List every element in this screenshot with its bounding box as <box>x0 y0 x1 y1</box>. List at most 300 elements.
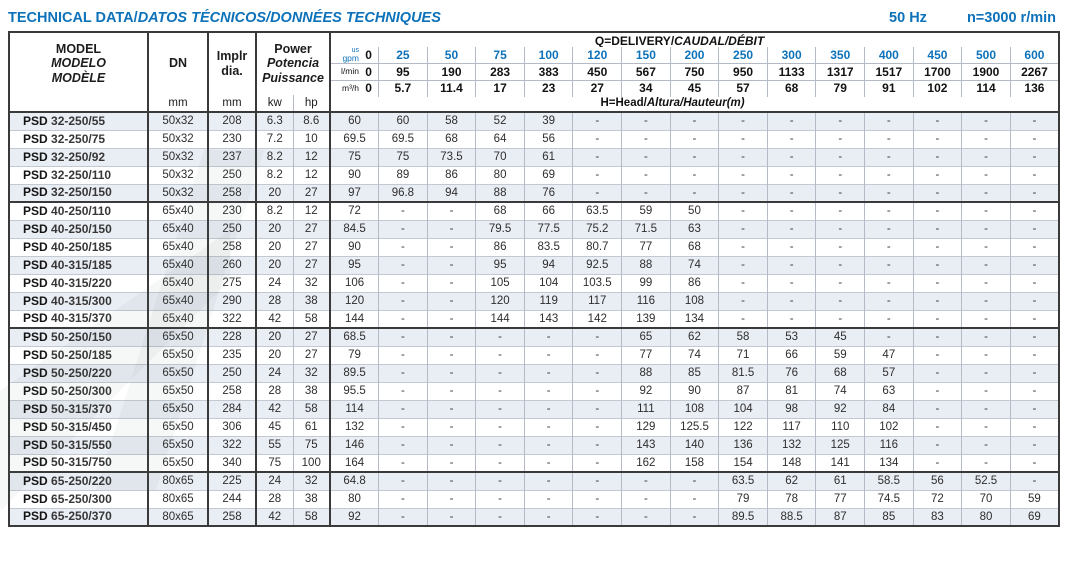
head-value-cell: 52.5 <box>962 472 1011 490</box>
impeller-cell: 235 <box>208 346 256 364</box>
model-prefix: PSD <box>23 311 52 326</box>
head-value-cell: 129 <box>622 418 671 436</box>
head-value-cell: 83.5 <box>524 238 573 256</box>
model-prefix: PSD <box>23 239 52 254</box>
lmin-value: 283 <box>476 64 525 80</box>
model-cell <box>9 454 148 472</box>
impeller-cell: 306 <box>208 418 256 436</box>
hp-cell: 27 <box>293 328 330 346</box>
head-value-cell: - <box>476 328 525 346</box>
table-row <box>9 184 1059 202</box>
head-value-cell: - <box>427 418 476 436</box>
table-row <box>9 256 1059 274</box>
head-value-cell: 59 <box>622 202 671 220</box>
head-value-cell: - <box>913 130 962 148</box>
frequency-label: 50 Hz <box>889 10 927 26</box>
gpm-unit-us: us <box>351 47 359 55</box>
head-value-cell: 125 <box>816 436 865 454</box>
kw-cell: 55 <box>256 436 293 454</box>
model-prefix: PSD <box>23 347 52 362</box>
head-value-cell: - <box>816 130 865 148</box>
hp-cell: 12 <box>293 202 330 220</box>
spec-labels <box>889 10 1058 26</box>
flow-unit-cell <box>331 82 378 95</box>
dn-cell: 65x40 <box>148 292 208 310</box>
hp-cell: 32 <box>293 274 330 292</box>
head-value-cell: - <box>865 238 914 256</box>
head-value-cell: 66 <box>767 346 816 364</box>
kw-cell: 28 <box>256 382 293 400</box>
head-value-cell: - <box>524 346 573 364</box>
technical-data-table <box>8 31 1060 527</box>
dn-column-header <box>148 32 208 112</box>
head-value-cell: 117 <box>767 418 816 436</box>
head-value-cell: 65 <box>622 328 671 346</box>
head-value-cell: - <box>379 472 428 490</box>
head-value-cell: 53 <box>767 328 816 346</box>
model-cell <box>9 112 148 130</box>
gpm-value: 250 <box>719 47 768 63</box>
head-value-cell: - <box>962 202 1011 220</box>
power-units <box>257 95 329 111</box>
table-row <box>9 112 1059 130</box>
head-value-cell: 120 <box>476 292 525 310</box>
hp-cell: 38 <box>293 382 330 400</box>
power-column-header <box>256 32 330 112</box>
head-value-cell: - <box>865 130 914 148</box>
head-value-cell: 56 <box>913 472 962 490</box>
head-value-cell: 164 <box>330 454 379 472</box>
head-value-cell: 116 <box>622 292 671 310</box>
kw-unit-label: kw <box>257 95 294 111</box>
head-value-cell: - <box>962 292 1011 310</box>
head-value-cell: - <box>1032 150 1037 163</box>
head-value-cell: 106 <box>330 274 379 292</box>
head-value-cell: 74 <box>670 346 719 364</box>
impeller-cell: 208 <box>208 112 256 130</box>
power-label-fr: Puissance <box>262 70 324 85</box>
dn-cell: 80x65 <box>148 490 208 508</box>
kw-cell: 8.2 <box>256 202 293 220</box>
model-number: 40-315/185 <box>51 257 112 272</box>
gpm-value: 75 <box>476 47 525 63</box>
head-value-cell: - <box>767 238 816 256</box>
head-value-cell: - <box>865 328 914 346</box>
head-value-cell: 58 <box>427 112 476 130</box>
head-value-cell: - <box>573 328 622 346</box>
head-value-cell: 80.7 <box>573 238 622 256</box>
head-value-cell: 78 <box>767 490 816 508</box>
head-value-cell: - <box>1032 348 1037 361</box>
speed-label: n=3000 r/min <box>966 10 1056 26</box>
head-value-cell: - <box>913 184 962 202</box>
h-label-en: H=Head/ <box>600 96 647 109</box>
head-value-cell: 141 <box>816 454 865 472</box>
head-value-cell: - <box>962 148 1011 166</box>
head-value-cell: 47 <box>865 346 914 364</box>
head-value-cell: - <box>913 148 962 166</box>
impeller-label-2: dia. <box>221 63 243 78</box>
head-value-cell: - <box>427 382 476 400</box>
head-value-cell: - <box>767 274 816 292</box>
head-value-cell: - <box>379 310 428 328</box>
dn-cell: 50x32 <box>148 112 208 130</box>
head-value-cell: - <box>670 472 719 490</box>
head-value-cell: - <box>573 490 622 508</box>
head-value-cell: - <box>767 148 816 166</box>
head-value-cell: 74.5 <box>865 490 914 508</box>
table-row <box>9 130 1059 148</box>
head-value-cell: 92 <box>330 508 379 526</box>
model-prefix: PSD <box>23 401 52 416</box>
table-row <box>9 382 1059 400</box>
model-number: 65-250/300 <box>51 491 112 506</box>
head-value-cell: - <box>379 220 428 238</box>
head-value-cell: 104 <box>719 400 768 418</box>
head-value-cell: - <box>913 328 962 346</box>
kw-cell: 45 <box>256 418 293 436</box>
head-value-cell: - <box>476 364 525 382</box>
head-value-cell: 69.5 <box>330 130 379 148</box>
head-value-cell: - <box>913 292 962 310</box>
head-value-cell: 63.5 <box>573 202 622 220</box>
lmin-value <box>330 64 379 80</box>
h-label-unit: (m) <box>726 96 745 109</box>
gpm-value: 450 <box>913 47 962 63</box>
lmin-value: 750 <box>670 64 719 80</box>
head-value-cell: 59 <box>1028 492 1041 505</box>
head-value-cell: 72 <box>913 490 962 508</box>
model-number: 50-250/300 <box>51 383 112 398</box>
head-value-cell: 97 <box>330 184 379 202</box>
head-value-cell: 134 <box>865 454 914 472</box>
impeller-cell: 228 <box>208 328 256 346</box>
impeller-unit: mm <box>222 96 242 109</box>
model-cell <box>9 310 148 328</box>
model-prefix: PSD <box>23 491 52 506</box>
head-value-cell: - <box>719 220 768 238</box>
head-value-cell: 95.5 <box>330 382 379 400</box>
lmin-value: 1317 <box>816 64 865 80</box>
model-prefix: PSD <box>23 383 52 398</box>
head-value-cell: - <box>670 508 719 526</box>
head-value-cell: - <box>379 454 428 472</box>
head-value-cell: - <box>865 220 914 238</box>
hp-cell: 75 <box>293 436 330 454</box>
hp-cell: 32 <box>293 364 330 382</box>
model-prefix: PSD <box>23 365 52 380</box>
hp-cell: 61 <box>293 418 330 436</box>
model-number: 50-250/150 <box>51 329 112 344</box>
table-row <box>9 238 1059 256</box>
model-label-es: MODELO <box>51 56 106 71</box>
m3h-value: 79 <box>816 80 865 96</box>
head-value-cell: - <box>622 184 671 202</box>
impeller-cell: 275 <box>208 274 256 292</box>
impeller-cell: 322 <box>208 310 256 328</box>
head-value-cell: 77 <box>816 490 865 508</box>
head-value-cell: 144 <box>476 310 525 328</box>
head-value-cell: - <box>719 256 768 274</box>
model-number: 50-315/450 <box>51 419 112 434</box>
impeller-cell: 244 <box>208 490 256 508</box>
head-value-cell: 87 <box>719 382 768 400</box>
head-value-cell: 90 <box>670 382 719 400</box>
head-value-cell: - <box>379 238 428 256</box>
model-number: 32-250/75 <box>51 131 106 146</box>
gpm-value: 100 <box>524 47 573 63</box>
hp-cell: 12 <box>293 166 330 184</box>
head-value-cell: 83 <box>913 508 962 526</box>
model-prefix: PSD <box>23 473 52 488</box>
head-value-cell: - <box>379 490 428 508</box>
head-value-cell: 136 <box>719 436 768 454</box>
dn-cell: 65x40 <box>148 220 208 238</box>
impeller-header-content <box>209 33 255 111</box>
head-value-cell: - <box>524 328 573 346</box>
head-value-cell: 146 <box>330 436 379 454</box>
head-value-cell: 90 <box>330 166 379 184</box>
head-value-cell: - <box>962 274 1011 292</box>
head-value-cell: - <box>767 292 816 310</box>
head-value-cell: - <box>379 400 428 418</box>
model-number: 40-250/110 <box>51 203 112 218</box>
head-value-cell: - <box>816 310 865 328</box>
m3h-value: 45 <box>670 80 719 96</box>
head-value-cell: - <box>816 274 865 292</box>
head-value-cell: 89 <box>379 166 428 184</box>
impeller-cell: 260 <box>208 256 256 274</box>
head-value-cell: - <box>476 382 525 400</box>
head-value-cell: - <box>476 418 525 436</box>
dn-cell: 65x50 <box>148 454 208 472</box>
kw-cell: 8.2 <box>256 148 293 166</box>
head-value-cell: 58 <box>719 328 768 346</box>
model-cell <box>9 148 148 166</box>
head-value-cell: - <box>816 166 865 184</box>
head-value-cell: - <box>767 130 816 148</box>
model-prefix: PSD <box>23 275 52 290</box>
head-value-cell: 80 <box>962 508 1011 526</box>
flow-unit-text: m³/h <box>342 82 359 93</box>
head-value-cell: - <box>865 274 914 292</box>
table-row <box>9 418 1059 436</box>
flow-unit-text: l/min <box>341 66 359 77</box>
head-value-cell: - <box>962 436 1011 454</box>
table-row <box>9 454 1059 472</box>
model-prefix: PSD <box>23 221 52 236</box>
head-value-cell: 84 <box>865 400 914 418</box>
head-value-cell: - <box>913 364 962 382</box>
dn-cell: 65x50 <box>148 400 208 418</box>
title-translations: DATOS TÉCNICOS/DONNÉES TECHNIQUES <box>137 10 441 26</box>
m3h-value: 5.7 <box>379 80 428 96</box>
dn-unit: mm <box>168 96 188 109</box>
head-value-cell: - <box>767 112 816 130</box>
head-value-cell: - <box>573 148 622 166</box>
m3h-value: 57 <box>719 80 768 96</box>
hp-cell: 27 <box>293 346 330 364</box>
head-value-cell: 61 <box>816 472 865 490</box>
head-value-cell: - <box>962 220 1011 238</box>
table-row <box>9 400 1059 418</box>
head-value-cell: 76 <box>524 184 573 202</box>
head-value-cell: - <box>865 310 914 328</box>
table-row <box>9 274 1059 292</box>
head-value-cell: - <box>816 220 865 238</box>
q-delivery-label-row <box>9 32 1059 47</box>
head-value-cell: 71.5 <box>622 220 671 238</box>
hp-cell: 32 <box>293 472 330 490</box>
hp-cell: 27 <box>293 184 330 202</box>
model-cell <box>9 328 148 346</box>
head-value-cell: - <box>427 238 476 256</box>
model-label-fr: MODÈLE <box>51 70 106 85</box>
head-value-cell: - <box>427 292 476 310</box>
dn-cell: 65x40 <box>148 256 208 274</box>
model-number: 65-250/220 <box>51 473 112 488</box>
impeller-cell: 237 <box>208 148 256 166</box>
model-cell <box>9 490 148 508</box>
head-value-cell: 120 <box>330 292 379 310</box>
kw-cell: 20 <box>256 328 293 346</box>
dn-cell: 80x65 <box>148 472 208 490</box>
head-value-cell: 73.5 <box>427 148 476 166</box>
head-value-cell: - <box>379 274 428 292</box>
q-label-translations: CAUDAL/DÉBIT <box>674 33 765 48</box>
head-value-cell: 72 <box>330 202 379 220</box>
impeller-cell: 258 <box>208 382 256 400</box>
head-value-cell: 85 <box>670 364 719 382</box>
head-value-cell: 63.5 <box>719 472 768 490</box>
head-value-cell: 89.5 <box>719 508 768 526</box>
head-value-cell: 64 <box>476 130 525 148</box>
head-value-cell: - <box>622 130 671 148</box>
head-value-cell: 88 <box>476 184 525 202</box>
impeller-cell: 225 <box>208 472 256 490</box>
gpm-value: 600 <box>1010 47 1059 63</box>
head-value-cell: - <box>670 148 719 166</box>
head-value-cell: - <box>476 346 525 364</box>
head-value-cell: - <box>767 166 816 184</box>
head-value-cell: 108 <box>670 292 719 310</box>
model-cell <box>9 238 148 256</box>
kw-cell: 7.2 <box>256 130 293 148</box>
model-prefix: PSD <box>23 419 52 434</box>
head-value-cell: - <box>913 310 962 328</box>
model-number: 50-315/550 <box>51 437 112 452</box>
table-row <box>9 508 1059 526</box>
head-value-cell: 111 <box>622 400 671 418</box>
head-value-cell: 76 <box>767 364 816 382</box>
q-label-en: Q=DELIVERY/ <box>594 33 675 48</box>
gpm-value: 150 <box>622 47 671 63</box>
head-value-cell: - <box>767 310 816 328</box>
head-value-cell: 70 <box>962 490 1011 508</box>
lmin-value: 1900 <box>962 64 1011 80</box>
power-label-en: Power <box>274 42 312 57</box>
model-prefix: PSD <box>23 185 52 200</box>
impeller-cell: 230 <box>208 130 256 148</box>
dn-cell: 65x50 <box>148 436 208 454</box>
title-english: TECHNICAL DATA/ <box>8 10 138 26</box>
head-value-cell: 45 <box>816 328 865 346</box>
head-value-cell: - <box>379 256 428 274</box>
head-value-cell: - <box>573 346 622 364</box>
head-value-cell: - <box>962 346 1011 364</box>
model-number: 65-250/370 <box>51 509 112 524</box>
table-row <box>9 202 1059 220</box>
lmin-value: 190 <box>427 64 476 80</box>
head-value-cell: 99 <box>622 274 671 292</box>
head-value-cell: - <box>816 238 865 256</box>
head-value-cell: - <box>379 436 428 454</box>
kw-cell: 42 <box>256 400 293 418</box>
hp-cell: 27 <box>293 220 330 238</box>
head-value-cell: - <box>573 166 622 184</box>
head-value-cell: - <box>427 364 476 382</box>
impeller-cell: 290 <box>208 292 256 310</box>
head-value-cell: - <box>719 184 768 202</box>
head-value-cell: 79 <box>330 346 379 364</box>
power-header-content <box>257 33 329 111</box>
head-value-cell: 81.5 <box>719 364 768 382</box>
model-prefix: PSD <box>23 257 52 272</box>
head-value-cell: 103.5 <box>573 274 622 292</box>
head-value-cell: - <box>913 112 962 130</box>
head-value-cell: - <box>1032 276 1037 289</box>
head-value-cell: 50 <box>670 202 719 220</box>
head-value-cell: - <box>962 454 1011 472</box>
model-prefix: PSD <box>23 149 52 164</box>
head-value-cell: - <box>670 130 719 148</box>
flow-unit-label <box>331 82 359 93</box>
head-value-cell: 60 <box>379 112 428 130</box>
head-value-cell: - <box>962 310 1011 328</box>
head-value-cell: - <box>913 418 962 436</box>
head-value-cell: 85 <box>865 508 914 526</box>
model-number: 40-250/150 <box>51 221 112 236</box>
head-value-cell: 89.5 <box>330 364 379 382</box>
head-value-cell: - <box>670 490 719 508</box>
gpm-value: 120 <box>573 47 622 63</box>
dn-cell: 50x32 <box>148 166 208 184</box>
gpm-value <box>330 47 379 63</box>
head-value-cell: - <box>427 400 476 418</box>
head-value-cell: - <box>1032 168 1037 181</box>
head-value-cell: - <box>573 454 622 472</box>
head-value-cell: - <box>427 436 476 454</box>
head-value-cell: 139 <box>622 310 671 328</box>
impeller-cell: 250 <box>208 166 256 184</box>
head-value-cell: - <box>1032 258 1037 271</box>
head-value-cell: - <box>1032 115 1037 128</box>
head-value-cell: - <box>524 418 573 436</box>
head-value-cell: 68 <box>670 238 719 256</box>
head-value-cell: - <box>913 202 962 220</box>
kw-cell: 20 <box>256 346 293 364</box>
lmin-value: 1133 <box>767 64 816 80</box>
dn-cell: 50x32 <box>148 148 208 166</box>
head-value-cell: 122 <box>719 418 768 436</box>
head-value-cell: - <box>1032 312 1037 325</box>
head-value-cell: - <box>913 400 962 418</box>
model-label-en: MODEL <box>55 42 102 57</box>
head-value-cell: - <box>719 292 768 310</box>
head-value-cell: - <box>962 400 1011 418</box>
head-value-cell: - <box>962 166 1011 184</box>
head-value-cell: - <box>427 328 476 346</box>
